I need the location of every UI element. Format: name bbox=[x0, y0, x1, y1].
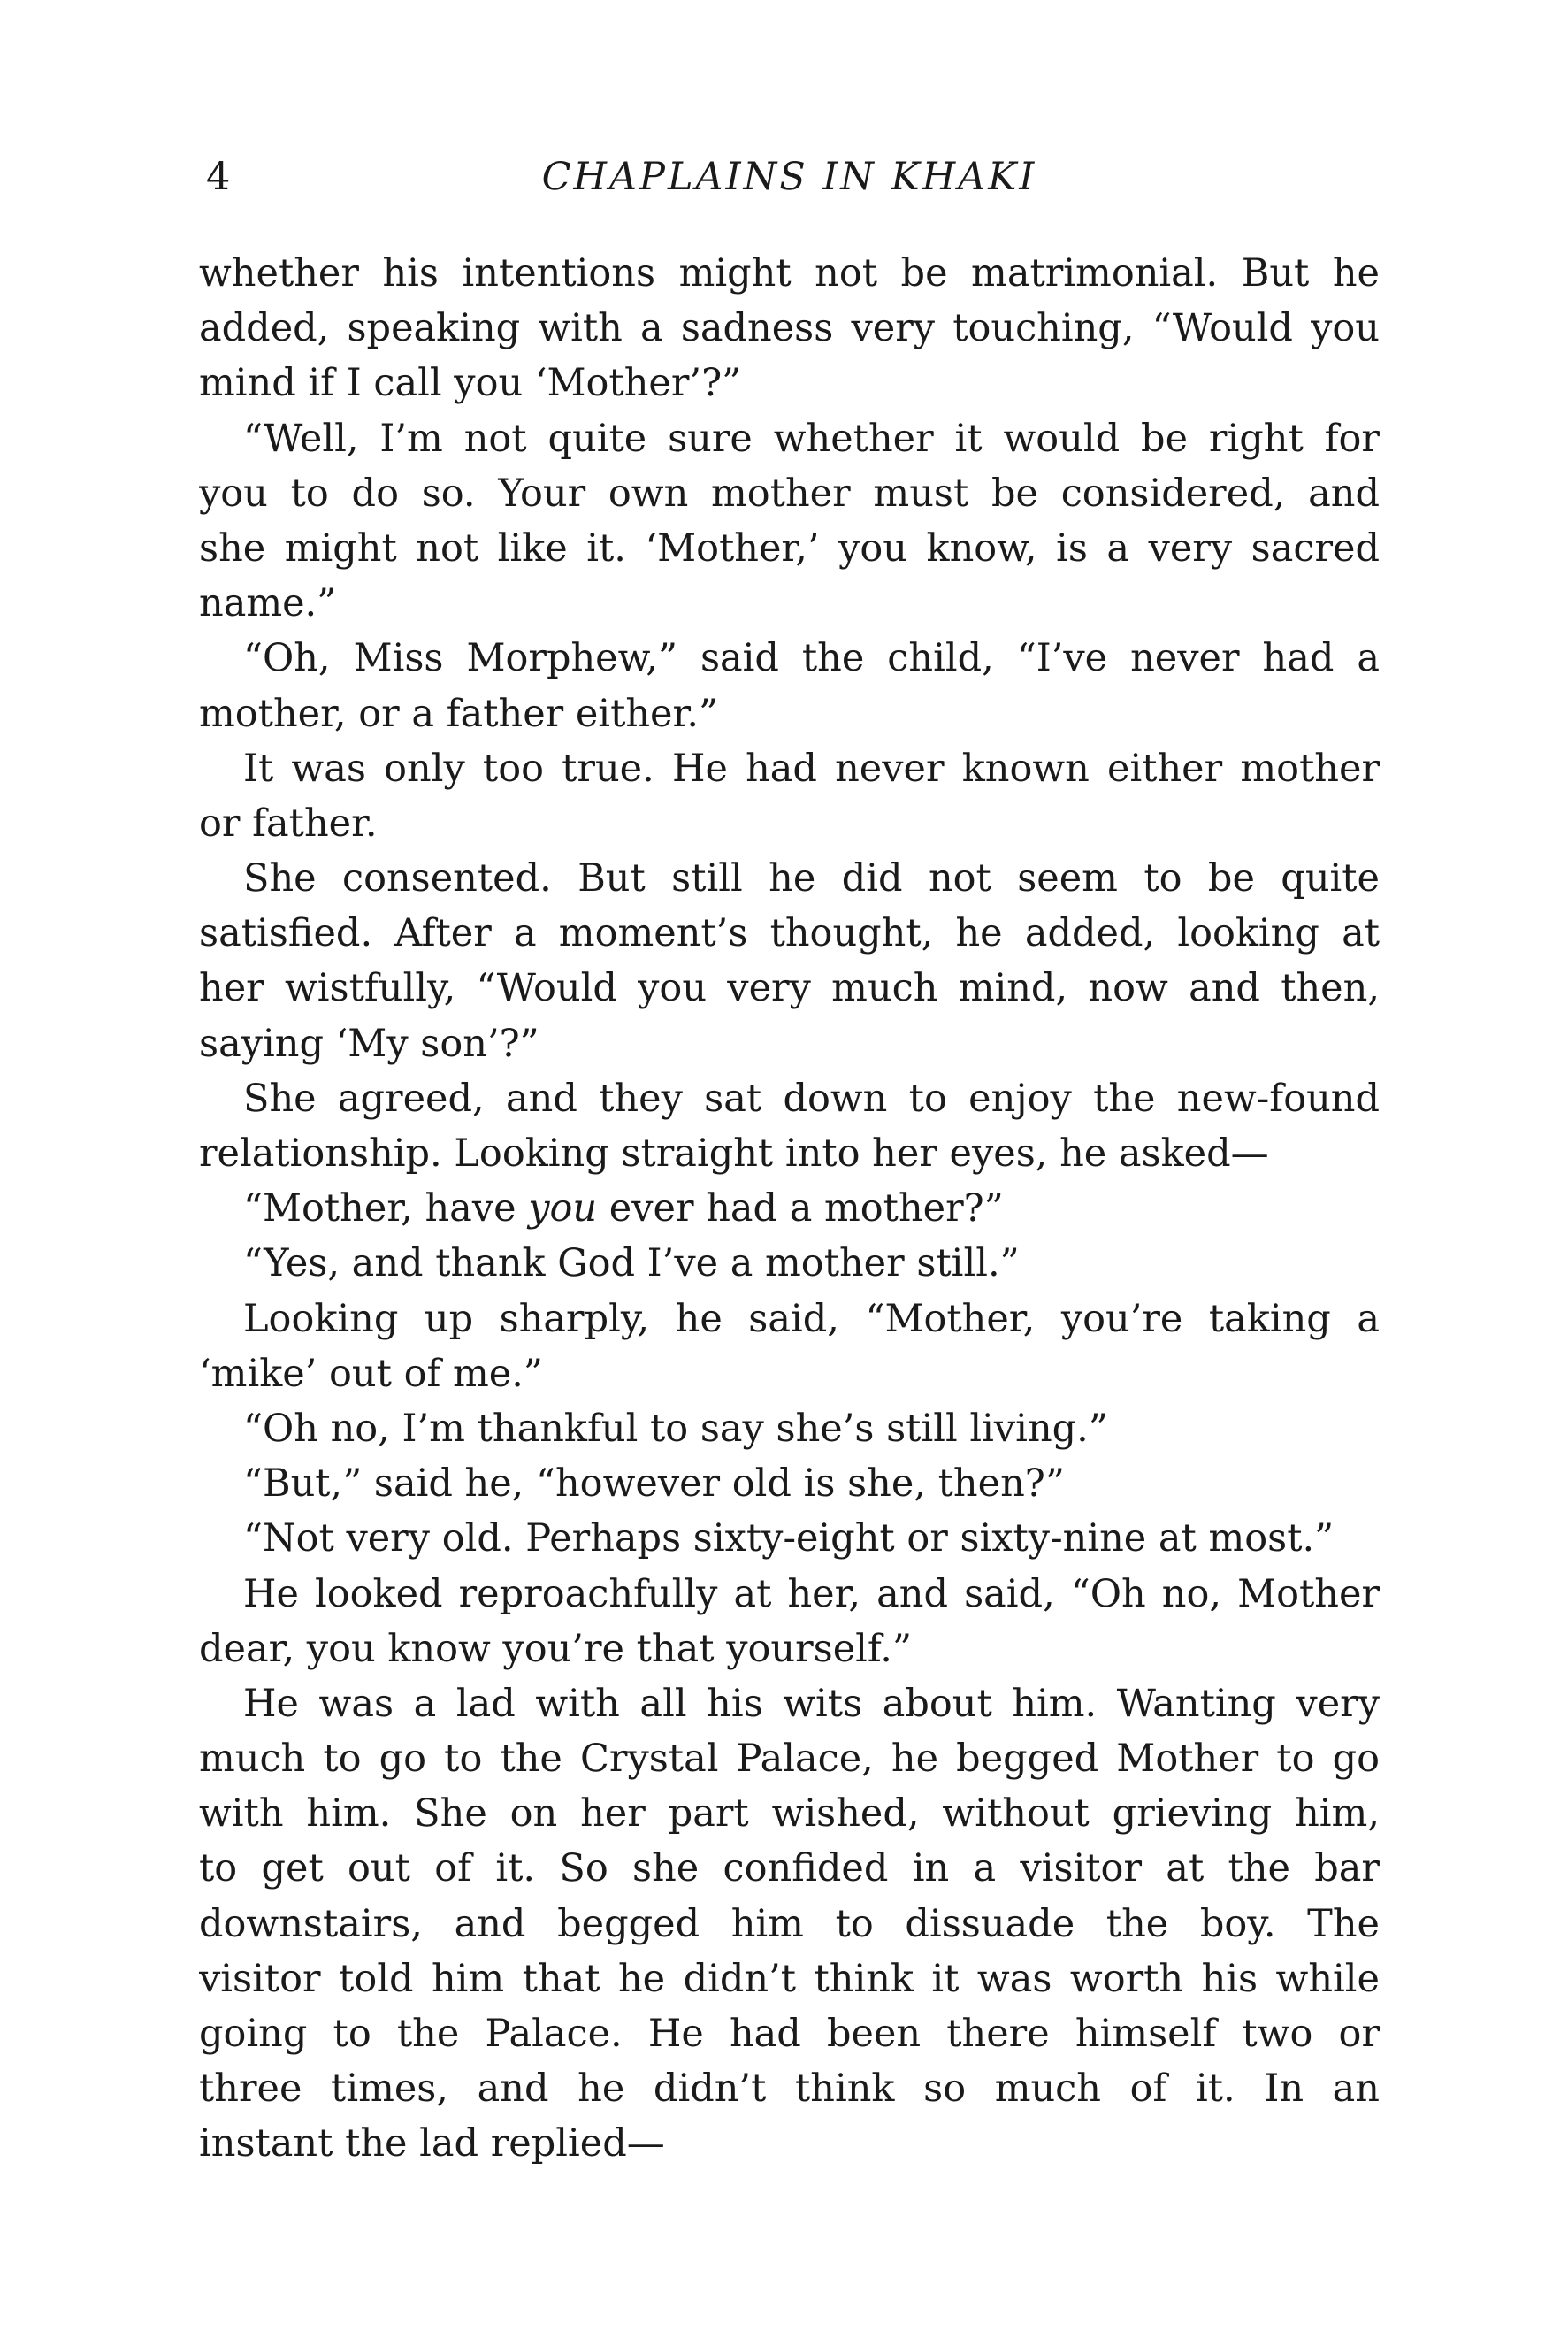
text-line: “Oh no, I’m thankful to say she’s still living.” bbox=[243, 1406, 1108, 1451]
text-line: going to the Palace. He had been there himself two or bbox=[199, 2012, 1380, 2056]
line-segment: ever had a mother?” bbox=[597, 1186, 1004, 1231]
text-line: “Yes, and thank God I’ve a mother still.” bbox=[243, 1241, 1020, 1286]
running-title: CHAPLAINS IN KHAKI bbox=[541, 155, 1037, 199]
text-line: satisfied. After a moment’s thought, he added, looking at bbox=[199, 911, 1380, 956]
body-text bbox=[199, 246, 1380, 2172]
text-line: It was only too true. He had never known either mother bbox=[243, 746, 1380, 791]
text-line: added, speaking with a sadness very touching, “Would you bbox=[199, 306, 1380, 351]
text-line: you to do so. Your own mother must be considered, and bbox=[199, 471, 1380, 516]
text-line: her wistfully, “Would you very much mind, now and then, bbox=[199, 966, 1380, 1011]
text-line: with him. She on her part wished, without grieving him, bbox=[199, 1791, 1380, 1837]
text-line: saying ‘My son’?” bbox=[199, 1021, 539, 1066]
text-line: downstairs, and begged him to dissuade the boy. The bbox=[199, 1901, 1380, 1946]
text-line: dear, you know you’re that yourself.” bbox=[199, 1626, 912, 1671]
text-line: “Oh, Miss Morphew,” said the child, “I’ve never had a bbox=[243, 636, 1380, 681]
text-line: He looked reproachfully at her, and said, “Oh no, Mother bbox=[243, 1571, 1380, 1616]
text-line: ‘mike’ out of me.” bbox=[199, 1351, 543, 1396]
text-line: much to go to the Crystal Palace, he begged Mother to go bbox=[199, 1737, 1380, 1782]
text-line: She consented. But still he did not seem to be quite bbox=[243, 856, 1380, 901]
text-line: mind if I call you ‘Mother’?” bbox=[199, 361, 742, 406]
text-line: mother, or a father either.” bbox=[199, 691, 718, 736]
text-line: relationship. Looking straight into her eyes, he asked— bbox=[199, 1131, 1269, 1176]
text-line: or father. bbox=[199, 801, 378, 846]
text-line-with-emphasis bbox=[199, 1181, 1380, 1236]
text-line: “Well, I’m not quite sure whether it would be right for bbox=[243, 416, 1380, 461]
text-line: she might not like it. ‘Mother,’ you know, is a very sacred bbox=[199, 525, 1380, 571]
text-line: “But,” said he, “however old is she, then?” bbox=[243, 1461, 1065, 1507]
text-line: name.” bbox=[199, 581, 337, 626]
running-head bbox=[199, 150, 1380, 203]
text-line: instant the lad replied— bbox=[199, 2121, 665, 2166]
text-line: She agreed, and they sat down to enjoy the new-found bbox=[243, 1076, 1380, 1121]
text-line: He was a lad with all his wits about him. Wanting very bbox=[243, 1681, 1380, 1726]
text-line: “Not very old. Perhaps sixty-eight or sixty-nine at most.” bbox=[243, 1516, 1335, 1561]
text-line: visitor told him that he didn’t think it was worth his while bbox=[199, 1956, 1380, 2001]
line-segment: “Mother, have bbox=[243, 1186, 529, 1231]
page-number: 4 bbox=[206, 155, 231, 199]
text-line: whether his intentions might not be matrimonial. But he bbox=[199, 251, 1380, 295]
text-line: three times, and he didn’t think so much of it. In an bbox=[199, 2067, 1380, 2112]
text-line: Looking up sharply, he said, “Mother, you’re taking a bbox=[243, 1296, 1380, 1341]
text-line: to get out of it. So she confided in a visitor at the bar bbox=[199, 1846, 1380, 1891]
emphasized-word: you bbox=[528, 1186, 598, 1231]
